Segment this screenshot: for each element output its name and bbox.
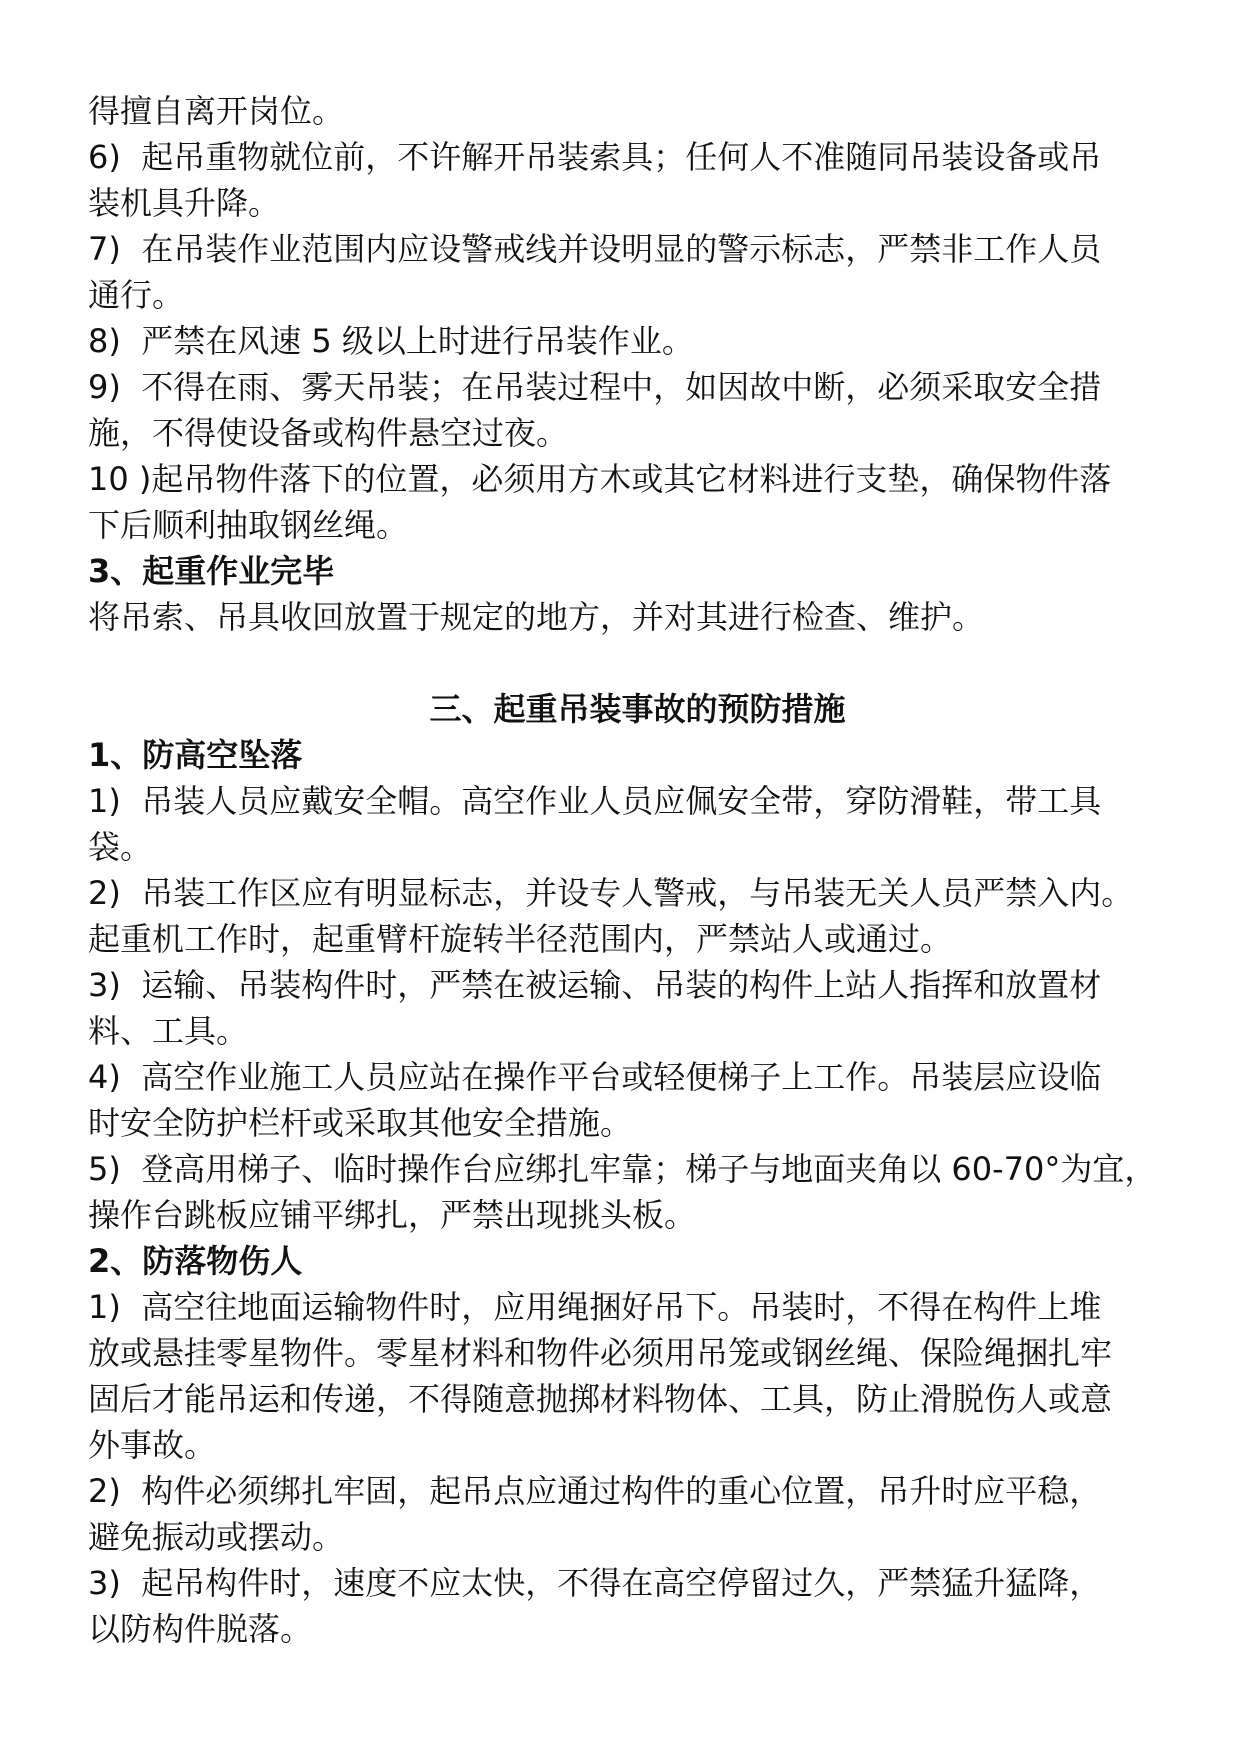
text-line: 得擅自离开岗位。 xyxy=(88,92,345,130)
text-line: 6) 起吊重物就位前，不许解开吊装索具；任何人不准随同吊装设备或吊 xyxy=(88,138,1102,176)
text-line: 时安全防护栏杆或采取其他安全措施。 xyxy=(88,1104,633,1142)
subsection-heading: 1、防高空坠落 xyxy=(88,736,303,774)
text-line: 4) 高空作业施工人员应站在操作平台或轻便梯子上工作。吊装层应设临 xyxy=(88,1058,1102,1096)
text-line: 10 )起吊物件落下的位置，必须用方木或其它材料进行支垫，确保物件落 xyxy=(88,460,1112,498)
text-line: 1) 高空往地面运输物件时，应用绳捆好吊下。吊装时，不得在构件上堆 xyxy=(88,1288,1102,1326)
text-line: 以防构件脱落。 xyxy=(88,1610,313,1648)
text-line: 1) 吊装人员应戴安全帽。高空作业人员应佩安全带，穿防滑鞋，带工具 xyxy=(88,782,1102,820)
text-line: 5) 登高用梯子、临时操作台应绑扎牢靠；梯子与地面夹角以 60-70°为宜， xyxy=(88,1150,1157,1188)
text-line: 外事故。 xyxy=(88,1426,217,1464)
section-heading: 三、起重吊装事故的预防措施 xyxy=(429,690,846,728)
text-line: 装机具升降。 xyxy=(88,184,281,222)
text-line: 7) 在吊装作业范围内应设警戒线并设明显的警示标志，严禁非工作人员 xyxy=(88,230,1102,268)
text-line: 下后顺利抽取钢丝绳。 xyxy=(88,506,409,544)
text-line: 9) 不得在雨、雾天吊装；在吊装过程中，如因故中断，必须采取安全措 xyxy=(88,368,1102,406)
text-line: 放或悬挂零星物件。零星材料和物件必须用吊笼或钢丝绳、保险绳捆扎牢 xyxy=(88,1334,1113,1372)
text-line: 8) 严禁在风速 5 级以上时进行吊装作业。 xyxy=(88,322,694,360)
text-line: 料、工具。 xyxy=(88,1012,249,1050)
text-line: 3) 运输、吊装构件时，严禁在被运输、吊装的构件上站人指挥和放置材 xyxy=(88,966,1102,1004)
text-line: 通行。 xyxy=(88,276,185,314)
text-line: 操作台跳板应铺平绑扎，严禁出现挑头板。 xyxy=(88,1196,697,1234)
text-line: 袋。 xyxy=(88,828,153,866)
spacer xyxy=(88,640,1157,686)
text-line: 避免振动或摆动。 xyxy=(88,1518,345,1556)
text-line: 固后才能吊运和传递，不得随意抛掷材料物体、工具，防止滑脱伤人或意 xyxy=(88,1380,1113,1418)
text-line: 3) 起吊构件时，速度不应太快，不得在高空停留过久，严禁猛升猛降， xyxy=(88,1564,1102,1602)
text-line: 将吊索、吊具收回放置于规定的地方，并对其进行检查、维护。 xyxy=(88,598,985,636)
subsection-heading: 3、起重作业完毕 xyxy=(88,552,335,590)
subsection-heading: 2、防落物伤人 xyxy=(88,1242,303,1280)
text-line: 2) 吊装工作区应有明显标志，并设专人警戒，与吊装无关人员严禁入内。 xyxy=(88,874,1134,912)
text-line: 起重机工作时，起重臂杆旋转半径范围内，严禁站人或通过。 xyxy=(88,920,953,958)
text-line: 2) 构件必须绑扎牢固，起吊点应通过构件的重心位置，吊升时应平稳， xyxy=(88,1472,1102,1510)
text-line: 施，不得使设备或构件悬空过夜。 xyxy=(88,414,569,452)
